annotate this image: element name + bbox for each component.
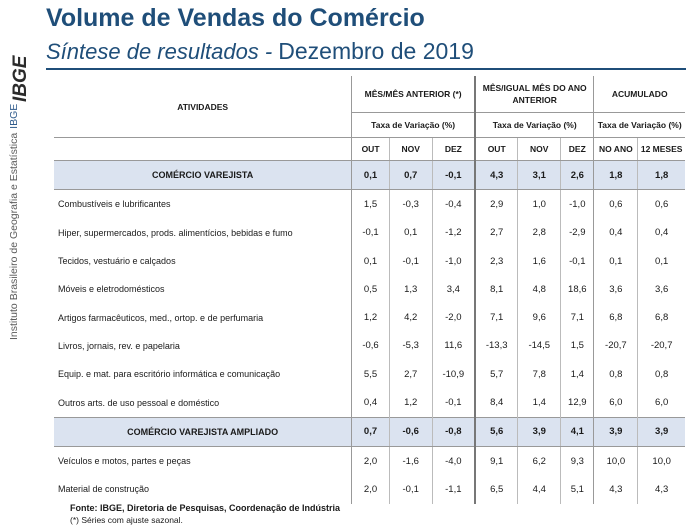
subtitle-text: Síntese de resultados -: [46, 39, 273, 64]
table-cell: 7,1: [475, 303, 518, 331]
table-cell: 4,4: [518, 475, 561, 503]
table-cell: 3,1: [518, 161, 561, 190]
table-cell: 0,7: [352, 417, 389, 446]
footnote: (*) Séries com ajuste sazonal.: [70, 515, 183, 525]
column-header: 12 MESES: [638, 138, 685, 161]
table-cell: 6,2: [518, 446, 561, 475]
table-cell: 2,3: [475, 247, 518, 275]
results-table: [54, 76, 685, 504]
table-cell: -1,0: [561, 190, 594, 219]
column-header-blank: [54, 138, 352, 161]
table-cell: 1,4: [561, 360, 594, 388]
table-cell: 9,3: [561, 446, 594, 475]
group-header-month: MÊS/MÊS ANTERIOR (*): [352, 76, 475, 113]
table-row: [54, 247, 685, 275]
table-cell: 6,8: [594, 303, 638, 331]
table-cell: 6,0: [638, 388, 685, 417]
row-label: Móveis e eletrodomésticos: [58, 284, 165, 295]
table-cell: -2,9: [561, 219, 594, 247]
table-cell: 12,9: [561, 388, 594, 417]
table-cell: 0,1: [389, 219, 432, 247]
table-cell: 0,1: [638, 247, 685, 275]
subheader-year: Taxa de Variação (%): [475, 113, 594, 138]
period-label: Dezembro de 2019: [278, 38, 474, 64]
table-cell: -0,1: [352, 219, 389, 247]
row-label: Combustíveis e lubrificantes: [58, 199, 171, 210]
column-header: OUT: [475, 138, 518, 161]
column-header: DEZ: [561, 138, 594, 161]
table-cell: 3,9: [518, 417, 561, 446]
table-cell: 0,6: [594, 190, 638, 219]
table-cell: -1,6: [389, 446, 432, 475]
table-cell: 6,0: [594, 388, 638, 417]
table-cell: -2,0: [432, 303, 475, 331]
table-cell: 1,4: [518, 388, 561, 417]
table-cell: 3,6: [594, 275, 638, 303]
table-cell: 2,7: [475, 219, 518, 247]
table-cell: 1,5: [352, 190, 389, 219]
table-cell: -0,1: [561, 247, 594, 275]
row-label: Hiper, supermercados, prods. alimentícios, bebidas e fumo: [58, 227, 293, 238]
row-label: Veículos e motos, partes e peças: [58, 456, 191, 467]
row-label: COMÉRCIO VAREJISTA: [54, 161, 352, 190]
row-label: Tecidos, vestuário e calçados: [58, 256, 176, 267]
table-cell: 1,8: [594, 161, 638, 190]
table-cell: 5,6: [475, 417, 518, 446]
table-cell: 3,9: [594, 417, 638, 446]
table-cell: 0,1: [352, 161, 389, 190]
table-cell: 3,9: [638, 417, 685, 446]
table-cell: 3,6: [638, 275, 685, 303]
column-header: DEZ: [432, 138, 475, 161]
title-divider: [46, 68, 686, 70]
table-cell: 8,4: [475, 388, 518, 417]
table-cell: 1,3: [389, 275, 432, 303]
table-row: [54, 219, 685, 247]
table-cell: 0,7: [389, 161, 432, 190]
source-note: Fonte: IBGE, Diretoria de Pesquisas, Coordenação de Indústria: [70, 503, 341, 513]
table-cell: 5,7: [475, 360, 518, 388]
table-row: [54, 190, 685, 219]
table-row: [54, 360, 685, 388]
table-cell: -0,3: [389, 190, 432, 219]
column-header: NO ANO: [594, 138, 638, 161]
table-cell: 4,8: [518, 275, 561, 303]
subheader-month: Taxa de Variação (%): [352, 113, 475, 138]
group-header-year: MÊS/IGUAL MÊS DO ANO ANTERIOR: [475, 76, 594, 113]
table-cell: 6,8: [638, 303, 685, 331]
column-header: NOV: [389, 138, 432, 161]
table-cell: -10,9: [432, 360, 475, 388]
ibge-logo-text: IBGE: [10, 55, 31, 102]
table-cell: 18,6: [561, 275, 594, 303]
table-cell: -0,6: [389, 417, 432, 446]
table-row: [54, 332, 685, 360]
table-cell: -14,5: [518, 332, 561, 360]
table-cell: 7,1: [561, 303, 594, 331]
table-row: [54, 161, 685, 190]
table-cell: 7,8: [518, 360, 561, 388]
table-cell: 1,8: [638, 161, 685, 190]
table-cell: 0,8: [638, 360, 685, 388]
table-cell: 1,2: [389, 388, 432, 417]
table-cell: 0,6: [638, 190, 685, 219]
row-label: Equip. e mat. para escritório informática e comunicação: [58, 369, 281, 380]
table-cell: -1,1: [432, 475, 475, 503]
table-cell: 4,3: [475, 161, 518, 190]
table-cell: 11,6: [432, 332, 475, 360]
table-cell: 0,5: [352, 275, 389, 303]
ibge-logo-icon: [4, 44, 34, 104]
table-row: [54, 446, 685, 475]
table-cell: 0,4: [594, 219, 638, 247]
table-cell: 5,1: [561, 475, 594, 503]
table-cell: -5,3: [389, 332, 432, 360]
table-cell: 6,5: [475, 475, 518, 503]
table-row: [54, 475, 685, 503]
page-title: Volume de Vendas do Comércio: [46, 4, 425, 32]
activity-header: ATIVIDADES: [54, 76, 352, 138]
table-cell: 10,0: [594, 446, 638, 475]
institute-name: Instituto Brasileiro de Geografia e Estatística: [8, 132, 20, 340]
table-body: [54, 161, 685, 504]
table-cell: 1,2: [352, 303, 389, 331]
sidebar: [0, 0, 42, 528]
table-cell: 1,0: [518, 190, 561, 219]
table-cell: 9,6: [518, 303, 561, 331]
table-cell: -0,1: [432, 388, 475, 417]
table-cell: 10,0: [638, 446, 685, 475]
table-cell: -20,7: [594, 332, 638, 360]
row-label: Artigos farmacêuticos, med., ortop. e de perfumaria: [58, 312, 264, 323]
row-label: Material de construção: [58, 484, 150, 495]
column-header: NOV: [518, 138, 561, 161]
row-label: COMÉRCIO VAREJISTA AMPLIADO: [54, 417, 352, 446]
group-header-accum: ACUMULADO: [594, 76, 685, 113]
table-cell: 0,1: [352, 247, 389, 275]
table-cell: 4,2: [389, 303, 432, 331]
table-row: [54, 275, 685, 303]
table-cell: -0,6: [352, 332, 389, 360]
table-row: [54, 388, 685, 417]
table-cell: 1,6: [518, 247, 561, 275]
table-cell: 8,1: [475, 275, 518, 303]
table-cell: 2,6: [561, 161, 594, 190]
table-cell: -1,2: [432, 219, 475, 247]
table-cell: 4,1: [561, 417, 594, 446]
table-cell: -1,0: [432, 247, 475, 275]
table-cell: -13,3: [475, 332, 518, 360]
table-cell: 5,5: [352, 360, 389, 388]
table-cell: -0,1: [389, 475, 432, 503]
table-cell: -20,7: [638, 332, 685, 360]
table-cell: 2,9: [475, 190, 518, 219]
table-row: [54, 417, 685, 446]
table-cell: 4,3: [594, 475, 638, 503]
table-cell: 2,0: [352, 475, 389, 503]
table-cell: -0,4: [432, 190, 475, 219]
subheader-accum: Taxa de Variação (%): [594, 113, 685, 138]
table-cell: 2,8: [518, 219, 561, 247]
table-cell: -0,1: [389, 247, 432, 275]
table-cell: 0,1: [594, 247, 638, 275]
table-row: [54, 303, 685, 331]
table-cell: 0,4: [352, 388, 389, 417]
institute-label: [8, 104, 20, 340]
table-cell: 3,4: [432, 275, 475, 303]
table-cell: -4,0: [432, 446, 475, 475]
table-cell: 1,5: [561, 332, 594, 360]
table-cell: 4,3: [638, 475, 685, 503]
column-header: OUT: [352, 138, 389, 161]
row-label: Outros arts. de uso pessoal e doméstico: [58, 397, 220, 408]
table-cell: 2,0: [352, 446, 389, 475]
row-label: Livros, jornais, rev. e papelaria: [58, 340, 180, 351]
table-cell: 9,1: [475, 446, 518, 475]
institute-abbr: IBGE: [8, 103, 20, 129]
table-cell: -0,8: [432, 417, 475, 446]
table-cell: 0,4: [638, 219, 685, 247]
table-cell: 0,8: [594, 360, 638, 388]
page-subtitle: [46, 38, 474, 65]
table-cell: 2,7: [389, 360, 432, 388]
table-cell: -0,1: [432, 161, 475, 190]
